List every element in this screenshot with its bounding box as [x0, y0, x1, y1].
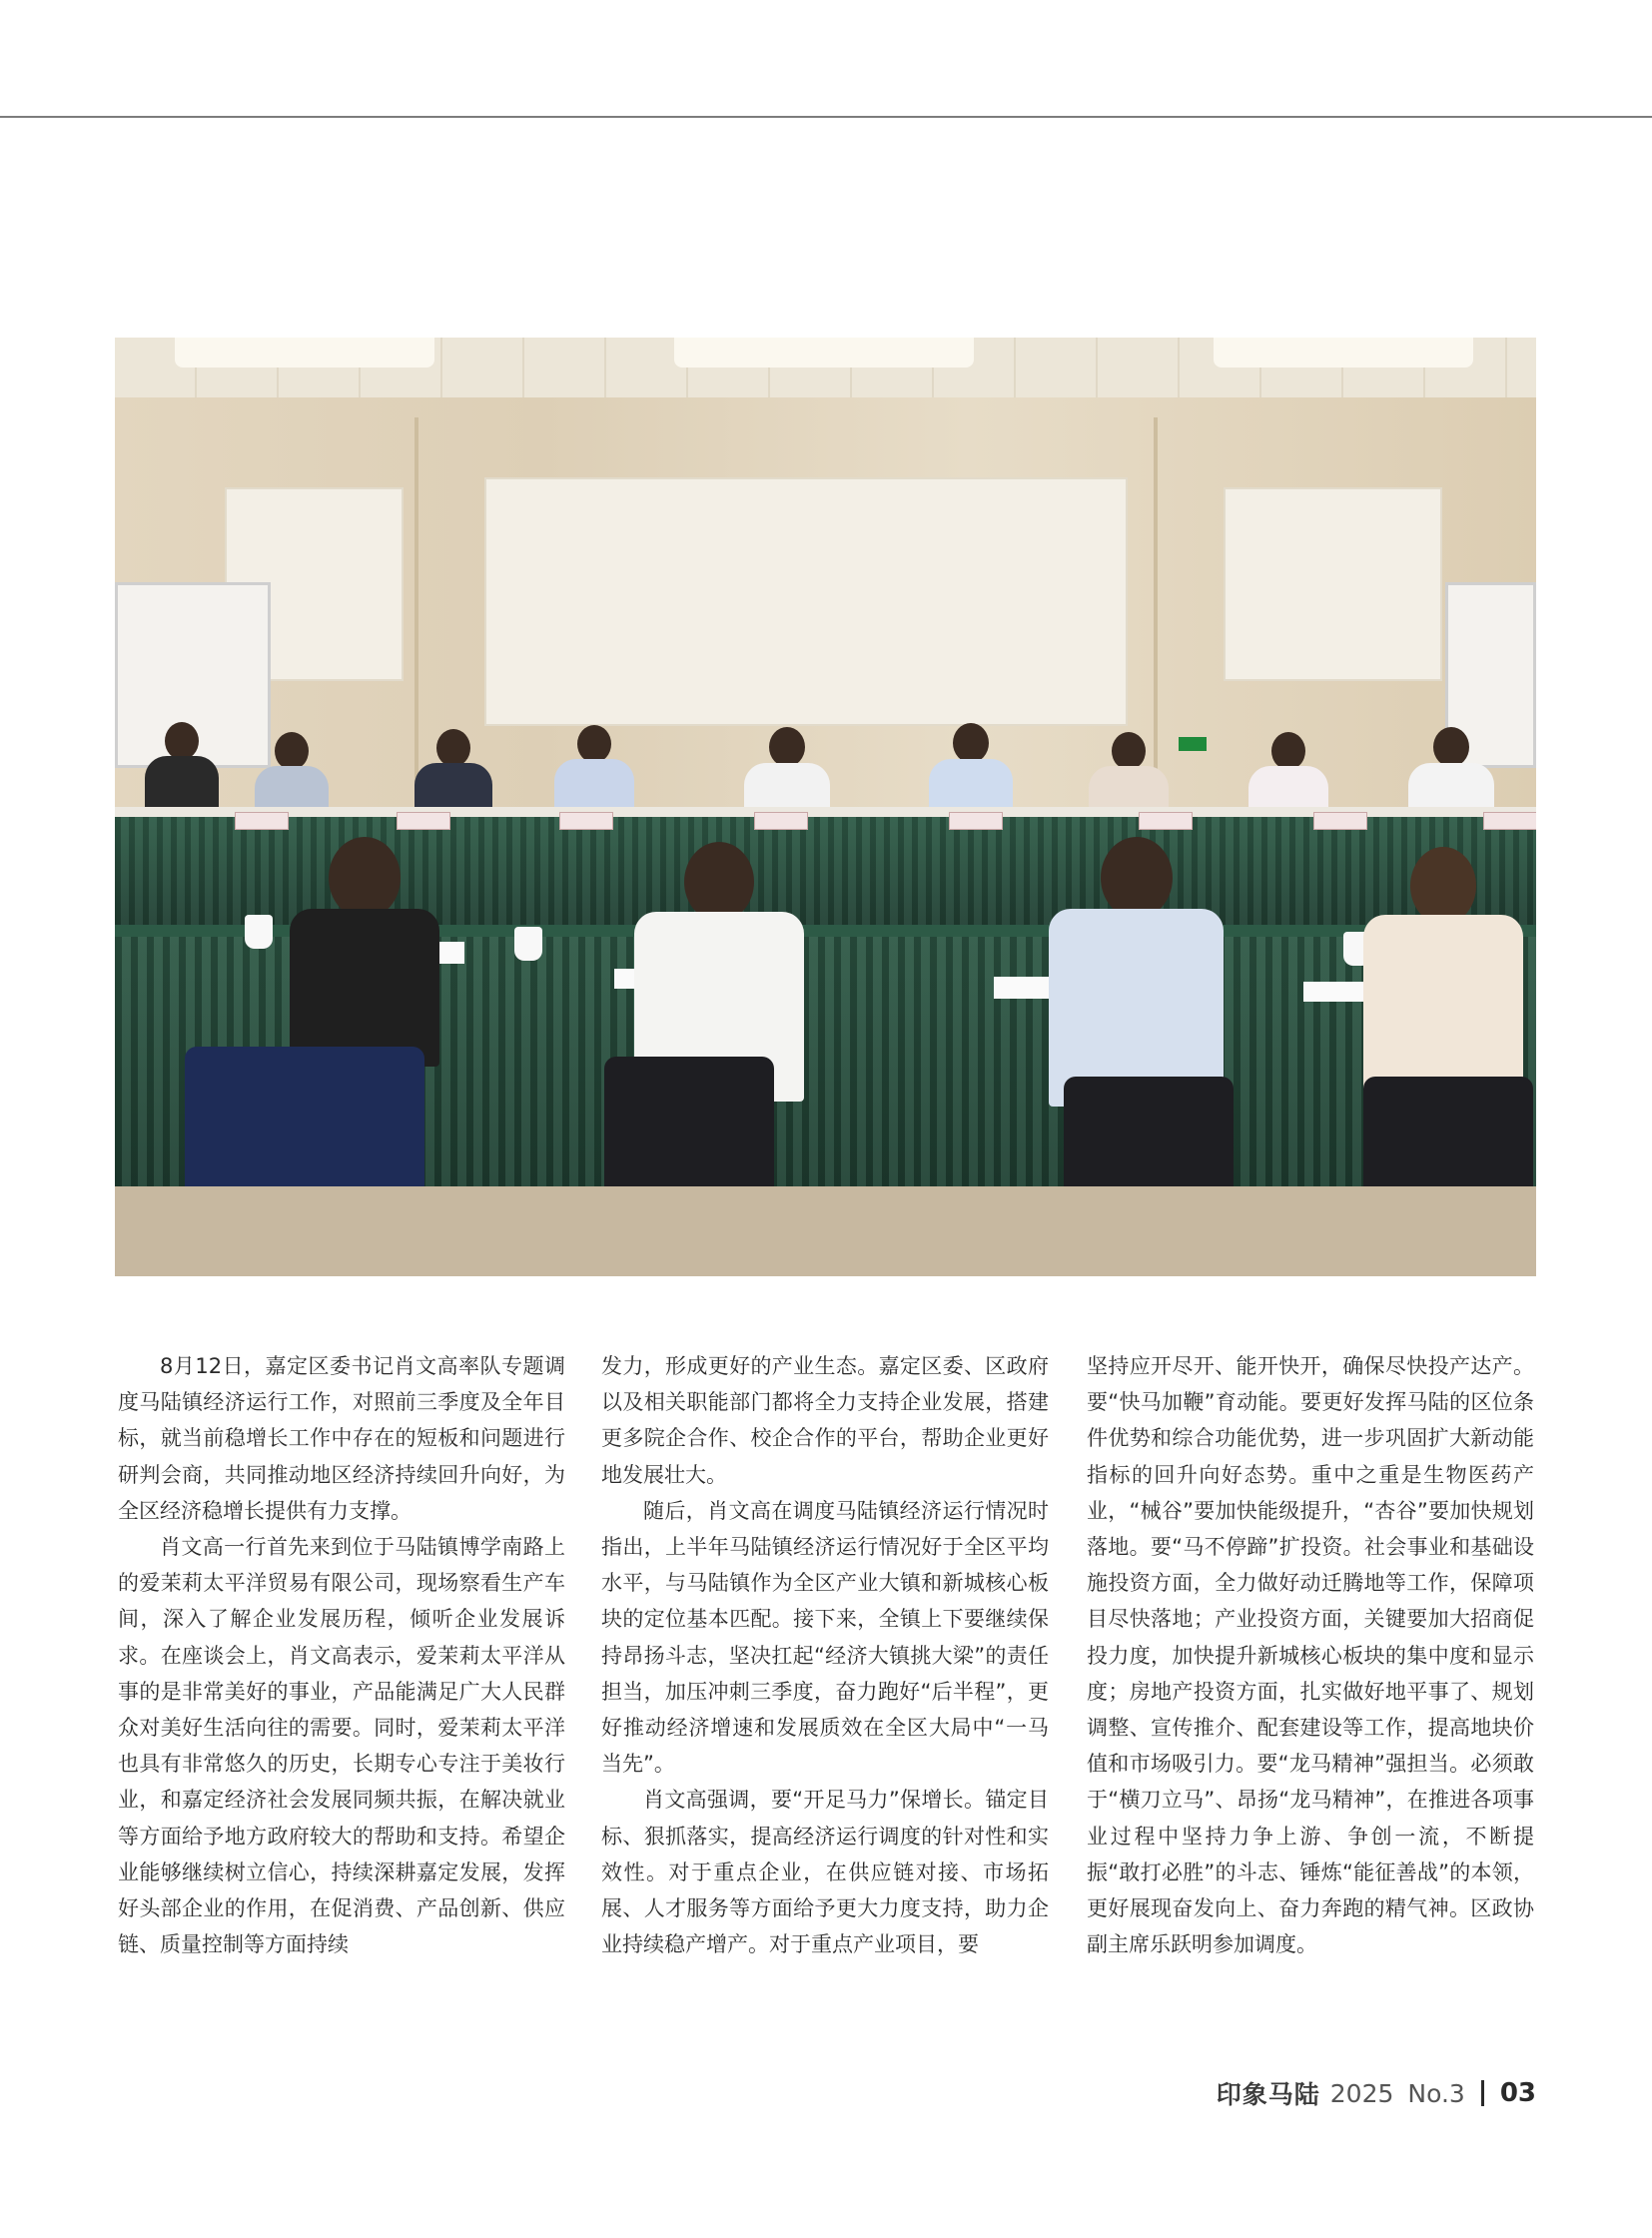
photo-nameplate [559, 812, 613, 830]
article-paragraph: 坚持应开尽开、能开快开，确保尽快投产达产。要“快马加鞭”育动能。要更好发挥马陆的区位条件优势和综合功能优势，进一步巩固扩大新动能指标的回升向好态势。重中之重是生物医药产业，“械谷”要加快能级提升，“杏谷”要加快规划落地。要“马不停蹄”扩投资。社会事业和基础设施投资方面，全力做好动迁腾地等工作，保障项目尽快落地；产业投资方面，关键要加大招商促投力度，加快提升新城核心板块的集中度和显示度；房地产投资方面，扎实做好地平事了、规划调整、宣传推介、配套建设等工作，提高地块价值和市场吸引力。要“龙马精神”强担当。必须敢于“横刀立马”、昂扬“龙马精神”，在推进各项事业过程中坚持力争上游、争创一流，不断提振“敢打必胜”的斗志、锤炼“能征善战”的本领，更好展现奋发向上、奋力奔跑的精气神。区政协副主席乐跃明参加调度。 [1087, 1354, 1534, 1957]
photo-nameplate [949, 812, 1003, 830]
article-paragraph: 8月12日，嘉定区委书记肖文高率队专题调度马陆镇经济运行工作，对照前三季度及全年目标，就当前稳增长工作中存在的短板和问题进行研判会商，共同推动地区经济持续回升向好，为全区经济稳增长提供有力支撑。 [118, 1354, 565, 1523]
photo-ceiling-light [674, 338, 974, 368]
article-column-2 [601, 1348, 1049, 1962]
article-paragraph: 肖文高强调，要“开足马力”保增长。锚定目标、狠抓落实，提高经济运行调度的针对性和实效性。对于重点企业，在供应链对接、市场拓展、人才服务等方面给予更大力度支持，助力企业持续稳产增产。对于重点产业项目，要 [601, 1788, 1049, 1957]
photo-exit-sign [1179, 737, 1207, 751]
photo-teacup [514, 927, 542, 961]
photo-ceiling-light [1214, 338, 1473, 368]
article-paragraph: 随后，肖文高在调度马陆镇经济运行情况时指出，上半年马陆镇经济运行情况好于全区平均水平，与马陆镇作为全区产业大镇和新城核心板块的定位基本匹配。接下来，全镇上下要继续保持昂扬斗志，坚决扛起“经济大镇挑大梁”的责任担当，加压冲刺三季度，奋力跑好“后半程”，更好推动经济增速和发展质效在全区大局中“一马当先”。 [601, 1498, 1049, 1777]
photo-nameplate [754, 812, 808, 830]
page-number: 03 [1499, 2078, 1536, 2108]
photo-nameplate [1313, 812, 1367, 830]
photo-ceiling-light [175, 338, 434, 368]
photo-nameplate [235, 812, 289, 830]
article-paragraph: 发力，形成更好的产业生态。嘉定区委、区政府以及相关职能部门都将全力支持企业发展，搭建更多院企合作、校企合作的平台，帮助企业更好地发展壮大。 [601, 1354, 1049, 1487]
photo-person [1049, 837, 1224, 1107]
photo-nameplate [1483, 812, 1536, 830]
photo-whiteboard [484, 477, 1128, 726]
publication-year: 2025 [1329, 2078, 1394, 2108]
photo-person [1363, 847, 1523, 1107]
footer-separator [1481, 2080, 1484, 2106]
photo-floor [115, 1186, 1536, 1276]
article-column-1 [118, 1348, 565, 1962]
meeting-photo [115, 338, 1536, 1276]
publication-issue: No.3 [1407, 2078, 1465, 2108]
photo-nameplate [1139, 812, 1193, 830]
article-column-3 [1087, 1348, 1534, 1962]
page-footer [1217, 2075, 1536, 2111]
photo-teacup [245, 915, 273, 949]
header-rule [0, 116, 1652, 118]
article-paragraph: 肖文高一行首先来到位于马陆镇博学南路上的爱茉莉太平洋贸易有限公司，现场察看生产车间，深入了解企业发展历程，倾听企业发展诉求。在座谈会上，肖文高表示，爱茉莉太平洋从事的是非常美好的事业，产品能满足广大人民群众对美好生活向往的需要。同时，爱茉莉太平洋也具有非常悠久的历史，长期专心专注于美妆行业，和嘉定经济社会发展同频共振，在解决就业等方面给予地方政府较大的帮助和支持。希望企业能够继续树立信心，持续深耕嘉定发展，发挥好头部企业的作用，在促消费、产品创新、供应链、质量控制等方面持续 [118, 1535, 565, 1957]
photo-person [290, 837, 439, 1067]
photo-nameplate [397, 812, 450, 830]
photo-wall-board [1224, 487, 1442, 681]
publication-name: 印象马陆 [1216, 2080, 1320, 2109]
